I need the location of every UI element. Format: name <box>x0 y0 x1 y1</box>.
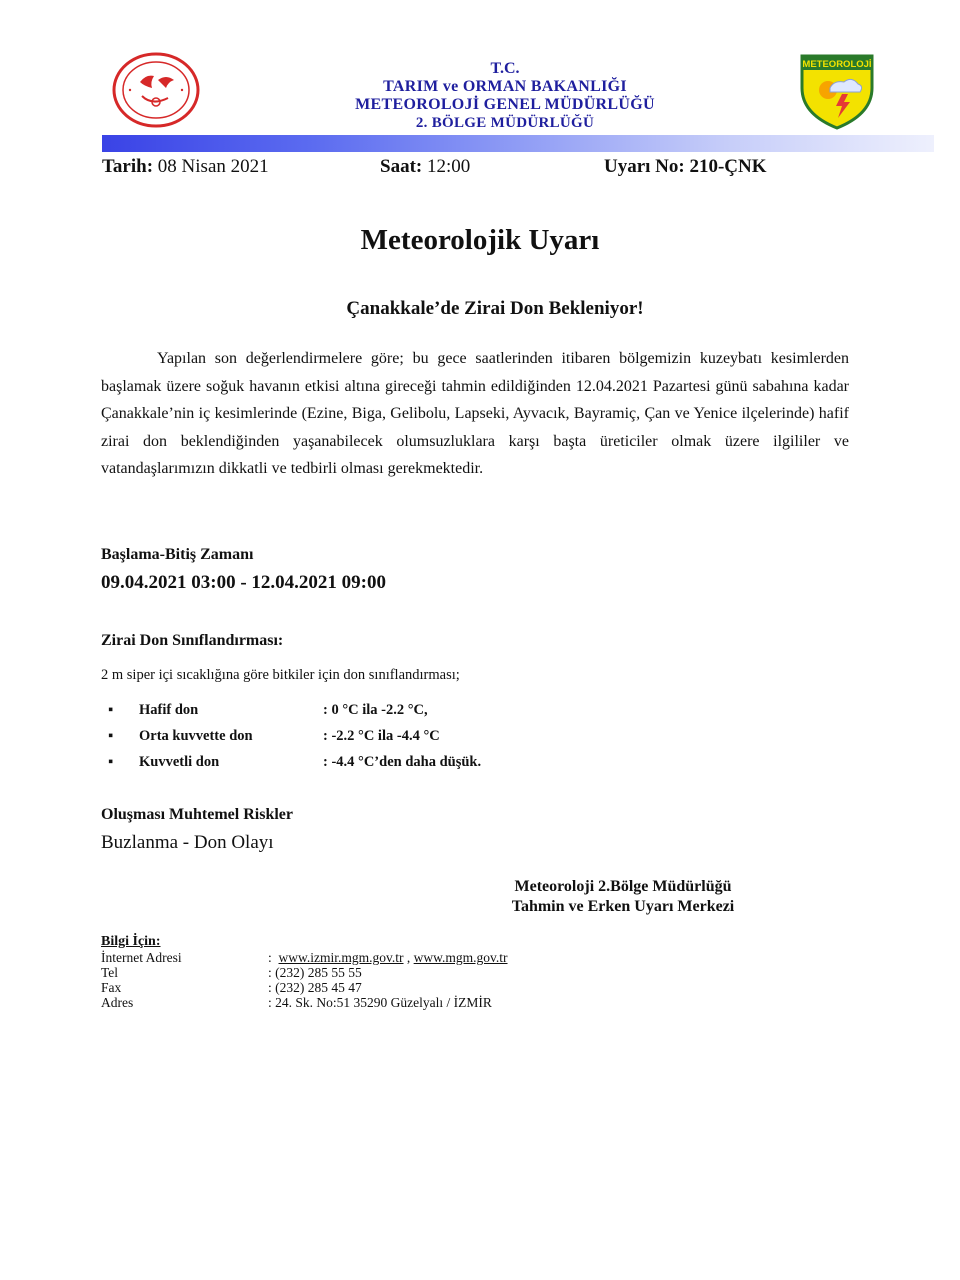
risks-value: Buzlanma - Don Olayı <box>101 832 274 853</box>
timing-label: Başlama-Bitiş Zamanı <box>101 546 254 563</box>
frost-class-name: Kuvvetli don <box>139 754 220 770</box>
header-tc: T.C. <box>490 60 520 77</box>
internet-separator: , <box>406 950 411 965</box>
frost-class-range: : -4.4 °C’den daha düşük. <box>323 754 482 770</box>
ministry-seal-icon <box>112 52 200 128</box>
date-field <box>102 156 269 178</box>
date-value: 08 Nisan 2021 <box>157 156 269 177</box>
header-region: 2. BÖLGE MÜDÜRLÜĞÜ <box>415 115 595 131</box>
frost-class-range: : -2.2 °C ila -4.4 °C <box>323 728 440 744</box>
tel-label: Tel <box>101 965 119 980</box>
header-gradient-band <box>102 135 934 152</box>
bullet-icon: ▪ <box>108 728 114 744</box>
time-value: 12:00 <box>426 156 471 177</box>
page-subtitle: Çanakkale’de Zirai Don Bekleniyor! <box>346 298 644 319</box>
fax-label: Fax <box>101 980 122 995</box>
mgm-link[interactable]: www.mgm.gov.tr <box>413 950 508 965</box>
info-heading: Bilgi İçin: <box>101 934 161 949</box>
institution-header <box>300 60 710 132</box>
izmir-mgm-link[interactable]: www.izmir.mgm.gov.tr <box>278 950 404 965</box>
internet-prefix: : <box>268 950 272 965</box>
classification-intro: 2 m siper içi sıcaklığına göre bitkiler için don sınıflandırması; <box>101 667 460 683</box>
internet-label: İnternet Adresi <box>101 950 182 965</box>
warning-number-field <box>604 156 767 178</box>
signature-block <box>470 877 776 917</box>
date-label: Tarih: <box>102 156 154 177</box>
signature-line-2: Tahmin ve Erken Uyarı Merkezi <box>511 898 735 915</box>
classification-label: Zirai Don Sınıflandırması: <box>101 632 284 649</box>
internet-value <box>268 950 508 965</box>
time-label: Saat: <box>380 156 423 177</box>
frost-class-name: Orta kuvvette don <box>139 728 253 744</box>
page-title: Meteorolojik Uyarı <box>360 224 600 256</box>
bullet-icon: ▪ <box>108 754 114 770</box>
timing-value: 09.04.2021 03:00 - 12.04.2021 09:00 <box>101 572 386 593</box>
header-directorate: METEOROLOJİ GENEL MÜDÜRLÜĞÜ <box>355 96 655 113</box>
warning-number-label: Uyarı No: <box>604 156 685 177</box>
address-value: : 24. Sk. No:51 35290 Güzelyalı / İZMİR <box>268 995 492 1010</box>
frost-class-range: : 0 °C ila -2.2 °C, <box>323 702 428 718</box>
address-label: Adres <box>101 995 134 1010</box>
risks-label: Oluşması Muhtemel Riskler <box>101 806 293 823</box>
warning-number-value: 210-ÇNK <box>689 156 767 177</box>
bullet-icon: ▪ <box>108 702 114 718</box>
time-field <box>380 156 470 178</box>
fax-value: : (232) 285 45 47 <box>268 980 362 995</box>
frost-class-name: Hafif don <box>139 702 199 718</box>
shield-logo-text: METEOROLOJİ <box>802 59 872 70</box>
warning-paragraph: Yapılan son değerlendirmelere göre; bu gece saatlerinden itibaren bölgemizin kuzeybatı kesimlerden başlamak üzere soğuk havanın etkisi altına gireceği tahmin edildiğinden 12.04.2021 Pazartesi günü sabahına kadar Çanakkale’nin iç kesimlerinde (Ezine, Biga, Gelibolu, Lapseki, Ayvacık, Bayramiç, Çan ve Yenice ilçelerinde) hafif zirai don beklendiğinden yaşanabilecek olumsuzluklara karşı başta üreticiler olmak üzere ilgililer ve vatandaşlarımızın dikkatli ve tedbirli olması gerekmektedir. <box>101 350 849 478</box>
signature-line-1: Meteoroloji 2.Bölge Müdürlüğü <box>514 878 732 895</box>
tel-value: : (232) 285 55 55 <box>268 965 362 980</box>
header-ministry: TARIM ve ORMAN BAKANLIĞI <box>383 78 627 95</box>
meteoroloji-shield-icon <box>800 54 874 130</box>
